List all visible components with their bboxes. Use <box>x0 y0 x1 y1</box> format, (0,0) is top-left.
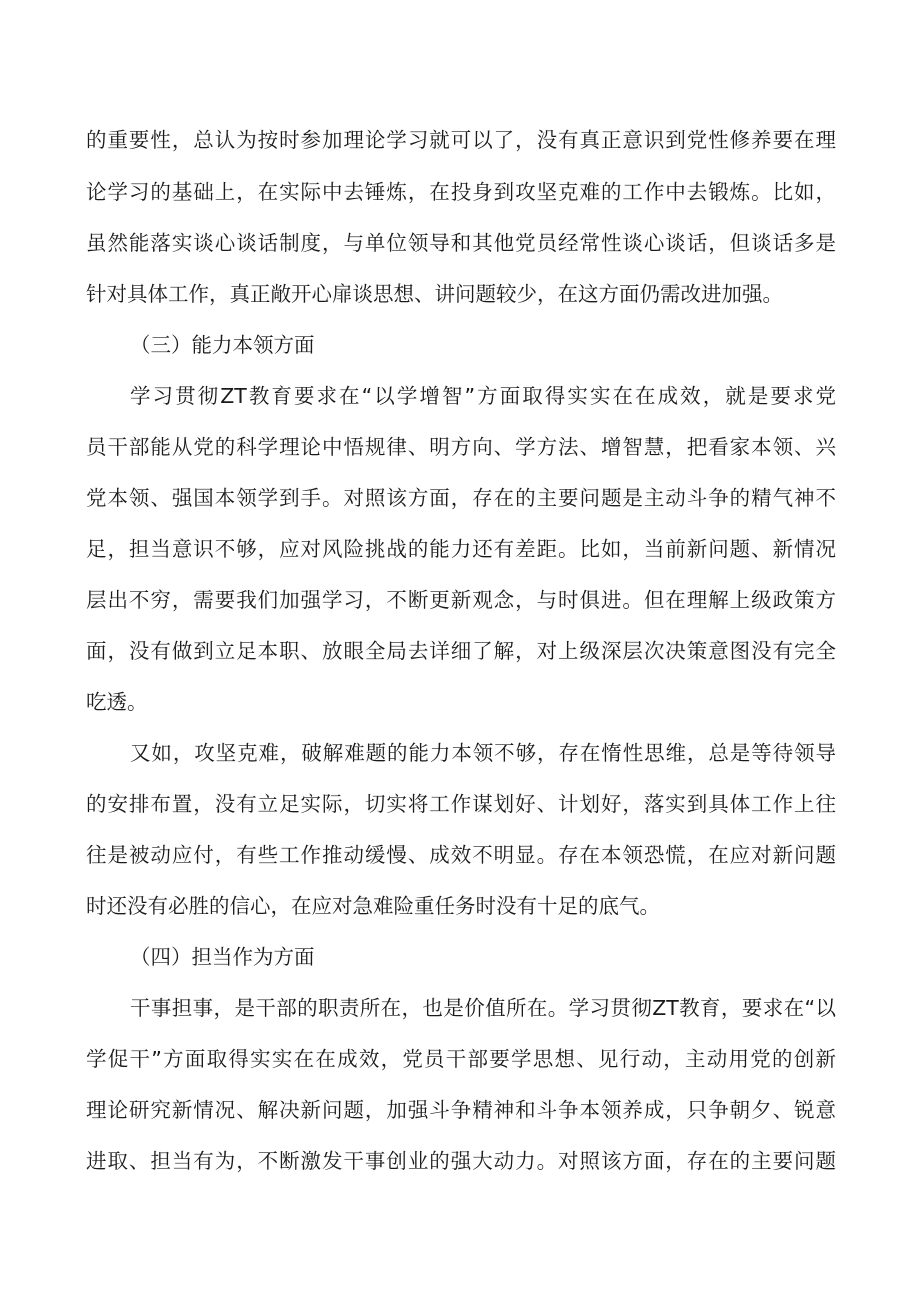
paragraph-2-line-3: 党本领、强国本领学到手。对照该方面，存在的主要问题是主动斗争的精气神不 <box>86 486 836 510</box>
paragraph-3-line-2: 的安排布置，没有立足实际，切实将工作谋划好、计划好，落实到具体工作上往 <box>86 792 836 816</box>
paragraph-4-line-1: 干事担事，是干部的职责所在，也是价值所在。学习贯彻ZT教育，要求在“以 <box>130 996 836 1020</box>
paragraph-3-line-1: 又如，攻坚克难，破解难题的能力本领不够，存在惰性思维，总是等待领导 <box>130 741 836 765</box>
paragraph-3-line-3: 往是被动应付，有些工作推动缓慢、成效不明显。存在本领恐慌，在应对新问题 <box>86 843 836 867</box>
paragraph-2-line-6: 面，没有做到立足本职、放眼全局去详细了解，对上级深层次决策意图没有完全 <box>86 639 836 663</box>
paragraph-4-line-2: 学促干”方面取得实实在在成效，党员干部要学思想、见行动，主动用党的创新 <box>86 1047 836 1071</box>
paragraph-1-line-3: 虽然能落实谈心谈话制度，与单位领导和其他党员经常性谈心谈话，但谈话多是 <box>86 231 836 255</box>
paragraph-3-line-4: 时还没有必胜的信心，在应对急难险重任务时没有十足的底气。 <box>86 894 660 918</box>
paragraph-1-line-2: 论学习的基础上，在实际中去锤炼，在投身到攻坚克难的工作中去锻炼。比如， <box>86 180 836 204</box>
section-heading-ability: （三）能力本领方面 <box>130 333 315 357</box>
paragraph-2-line-1: 学习贯彻ZT教育要求在“以学增智”方面取得实实在在成效，就是要求党 <box>130 384 836 408</box>
paragraph-2-line-2: 员干部能从党的科学理论中悟规律、明方向、学方法、增智慧，把看家本领、兴 <box>86 435 836 459</box>
paragraph-2-line-5: 层出不穷，需要我们加强学习，不断更新观念，与时俱进。但在理解上级政策方 <box>86 588 836 612</box>
paragraph-4-line-3: 理论研究新情况、解决新问题，加强斗争精神和斗争本领养成，只争朝夕、锐意 <box>86 1098 836 1122</box>
section-heading-responsibility: （四）担当作为方面 <box>130 945 315 969</box>
paragraph-1-line-4: 针对具体工作，真正敞开心扉谈思想、讲问题较少，在这方面仍需改进加强。 <box>86 282 783 306</box>
paragraph-2-line-7: 吃透。 <box>86 690 148 714</box>
paragraph-4-line-4: 进取、担当有为，不断激发干事创业的强大动力。对照该方面，存在的主要问题 <box>86 1149 836 1173</box>
paragraph-2-line-4: 足，担当意识不够，应对风险挑战的能力还有差距。比如，当前新问题、新情况 <box>86 537 836 561</box>
paragraph-1-line-1: 的重要性，总认为按时参加理论学习就可以了，没有真正意识到党性修养要在理 <box>86 128 836 152</box>
